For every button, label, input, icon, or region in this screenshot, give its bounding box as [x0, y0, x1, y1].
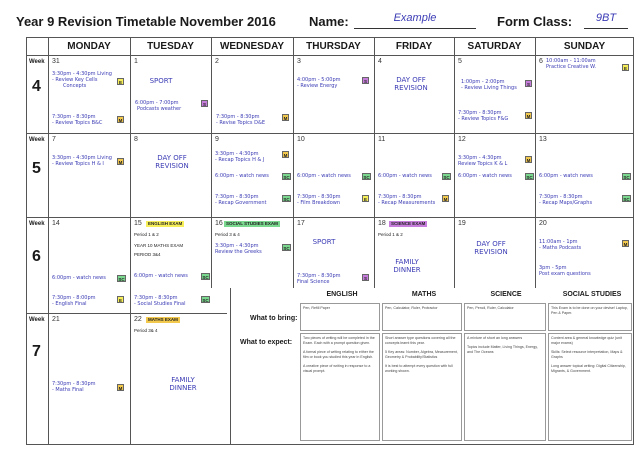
social-studies-tag: SC	[443, 175, 450, 180]
day-cell[interactable]	[375, 56, 454, 133]
date-number: 10	[297, 136, 305, 143]
science-tag: S	[202, 102, 206, 107]
revision-entry: - Recap Maps/Graphs	[539, 200, 593, 206]
maths-tag: M	[623, 242, 628, 247]
day-cell[interactable]	[536, 134, 634, 217]
period-text: Period 3& 4	[134, 328, 158, 333]
revision-entry: Final Science	[297, 279, 330, 285]
date-number: 13	[539, 136, 547, 143]
news-entry: 6:00pm - watch news	[134, 273, 188, 279]
social-studies-tag: SC	[283, 175, 290, 180]
form-class-field[interactable]: 9BT	[584, 12, 628, 29]
day-header-thursday: THURSDAY	[306, 41, 361, 52]
revision-entry: 7:30pm - 8:00pm	[52, 295, 96, 301]
name-label: Name:	[309, 14, 349, 29]
revision-entry: - Recap Measurements	[378, 200, 436, 206]
day-header-friday: FRIDAY	[395, 41, 433, 52]
day-cell[interactable]	[49, 314, 130, 444]
revision-entry: - Review Topics H & I	[52, 161, 104, 167]
news-entry: 6:00pm - watch news	[297, 173, 351, 179]
period-text: Period 1 & 2	[134, 232, 159, 237]
week-number: 4	[32, 78, 41, 95]
day-cell[interactable]	[375, 134, 454, 217]
day-cell[interactable]	[212, 56, 293, 133]
activity-entry: DAY OFF REVISION	[155, 154, 189, 171]
social-studies-tag: SC	[202, 275, 209, 280]
maths-tag: M	[118, 386, 123, 391]
revision-entry: - Revise Topics D&E	[216, 120, 266, 126]
bring-english: Pen, Refill Paper	[300, 303, 380, 331]
revision-entry: 7:30pm - 8:30pm	[52, 381, 96, 387]
revision-entry: - Film Breakdown	[297, 200, 341, 206]
day-header-sunday: SUNDAY	[563, 41, 606, 52]
form-class-label: Form Class:	[497, 14, 573, 29]
bring-label: What to bring:	[250, 315, 298, 322]
day-cell[interactable]	[294, 56, 374, 133]
social-studies-tag: SC	[363, 175, 370, 180]
date-number: 11	[378, 136, 386, 143]
date-number: 1	[134, 58, 138, 65]
week-number: 7	[32, 343, 41, 360]
day-cell[interactable]	[536, 218, 634, 288]
revision-entry: Review the Greeks	[215, 249, 262, 255]
revision-entry: 3:30pm - 4:30pm	[458, 155, 502, 161]
activity-entry: FAMILY DINNER	[393, 258, 421, 275]
social-studies-tag: SC	[526, 175, 533, 180]
day-cell[interactable]	[49, 218, 130, 313]
english-tag: E	[118, 298, 122, 303]
revision-entry: Post exam questions	[539, 271, 591, 277]
revision-entry: 1:00pm - 2:00pm	[461, 79, 505, 85]
date-number: 21	[52, 316, 60, 323]
revision-entry: - Review Living Things	[461, 85, 517, 91]
exam-sticker-science: SCIENCE EXAM	[391, 221, 426, 226]
day-cell[interactable]	[212, 218, 293, 288]
activity-entry: DAY OFF REVISION	[394, 76, 428, 93]
revision-entry: - Recap Topics H & J	[215, 157, 265, 163]
day-cell[interactable]	[131, 134, 211, 217]
activity-entry: SPORT	[149, 77, 173, 85]
news-entry: 6:00pm - watch news	[458, 173, 512, 179]
week-label: Week	[29, 137, 45, 143]
revision-entry: - Review Key Cells	[52, 77, 98, 83]
revision-entry: 7:30pm - 8:30pm	[52, 114, 96, 120]
date-number: 22	[134, 316, 142, 323]
social-studies-tag: SC	[202, 298, 209, 303]
news-entry: 6:00pm - watch news	[215, 173, 269, 179]
revision-entry: Review Topics K & L	[458, 161, 508, 167]
bring-science: Pen, Pencil, Ruler, Calculator	[464, 303, 546, 331]
activity-entry: DAY OFF REVISION	[474, 240, 508, 257]
revision-entry: 3pm - 5pm	[539, 265, 567, 271]
revision-entry: - Review Energy	[297, 83, 338, 89]
day-cell[interactable]	[212, 134, 293, 217]
expect-social-studies: Content area & general knowledge quiz (unit major exams) Skills: Select resource interpretation, Maps & Graphs Long answer topical writing: Digital Citizenship, Migrants, & Government.	[548, 333, 632, 441]
revision-entry: 7:30pm - 8:30pm	[539, 194, 583, 200]
revision-entry: 7:30pm - 8:30pm	[134, 295, 178, 301]
date-number: 8	[134, 136, 138, 143]
day-cell[interactable]	[131, 314, 230, 444]
social-studies-tag: SC	[118, 277, 125, 282]
subject-header-science: SCIENCE	[490, 291, 522, 298]
date-number: 3	[297, 58, 301, 65]
science-tag: S	[363, 276, 367, 281]
date-number: 19	[458, 220, 466, 227]
date-number: 31	[52, 58, 60, 65]
exam-sticker-social-studies: SOCIAL STUDIES EXAM	[226, 221, 278, 226]
news-entry: 6:00pm - watch news	[378, 173, 432, 179]
news-entry: 6:00pm - watch news	[539, 173, 593, 179]
social-studies-tag: SC	[623, 197, 630, 202]
expect-maths: Short answer type questions covering all the concepts learnt this year. 5 Key areas: Number, Algebra, Measurement, Geometry & Probability/Statistics It is best to attempt every question with full working shown.	[382, 333, 462, 441]
exam-sticker-maths: MATHS EXAM	[148, 317, 178, 322]
revision-entry: 3:30pm - 4:30pm Living	[52, 71, 112, 77]
period-text: Period 1 & 2	[378, 232, 403, 237]
revision-entry: - Review Topics B&C	[52, 120, 103, 126]
revision-entry: - Review Topics F&G	[458, 116, 509, 122]
day-cell[interactable]	[536, 56, 634, 133]
week-number: 5	[32, 160, 41, 177]
day-cell[interactable]	[131, 56, 211, 133]
revision-entry: - Maths Podcasts	[539, 245, 582, 251]
revision-entry: 3:30pm - 4:30pm Living	[52, 155, 112, 161]
exam-sticker-english: ENGLISH EXAM	[148, 221, 183, 226]
week-number: 6	[32, 248, 41, 265]
date-number: 2	[215, 58, 219, 65]
date-number: 20	[539, 220, 547, 227]
social-studies-tag: SC	[623, 175, 630, 180]
subject-header-english: ENGLISH	[326, 291, 358, 298]
revision-entry: - Maths Final	[52, 387, 84, 393]
revision-entry: 6:00pm - 7:00pm	[135, 100, 179, 106]
period-text: PERIOD 3&4	[134, 252, 161, 257]
maths-tag: M	[118, 160, 123, 165]
revision-entry: - Recap Government	[215, 200, 267, 206]
revision-entry: Podcasts weather	[137, 106, 182, 112]
day-cell[interactable]	[294, 218, 374, 288]
date-number: 15	[134, 220, 142, 227]
maths-tag: M	[526, 158, 531, 163]
day-header-saturday: SATURDAY	[467, 41, 522, 52]
date-number: 4	[378, 58, 382, 65]
bring-social-studies: This Exam is to be done on your devise! Laptop, Pen & Paper.	[548, 303, 632, 331]
news-entry: 6:00pm - watch news	[52, 275, 106, 281]
day-cell[interactable]	[294, 134, 374, 217]
week-label: Week	[29, 221, 45, 227]
day-cell[interactable]	[455, 56, 535, 133]
activity-entry: FAMILY DINNER	[169, 376, 197, 393]
english-tag: E	[363, 197, 367, 202]
revision-entry: 3:30pm - 4:30pm	[215, 243, 259, 249]
maths-tag: M	[443, 197, 448, 202]
week-label: Week	[29, 59, 45, 65]
expect-english: Two pieces of writing will be completed in the Exam. Each with a prompt question given. A formal piece of writing relating to either the film or book you studied this year in English. A creative piece of writing in response to a visual prompt.	[300, 333, 380, 441]
day-cell[interactable]	[131, 218, 211, 313]
revision-entry: 7:30pm - 8:30pm	[297, 194, 341, 200]
english-tag: E	[623, 66, 627, 71]
day-header-wednesday: WEDNESDAY	[219, 41, 285, 52]
revision-entry: 3:30pm - 4:30pm	[215, 151, 259, 157]
date-number: 6	[539, 58, 543, 65]
date-number: 12	[458, 136, 466, 143]
english-tag: E	[118, 80, 122, 85]
maths-tag: M	[283, 153, 288, 158]
day-cell[interactable]	[455, 218, 535, 288]
timetable-header	[16, 10, 628, 36]
maths-tag: M	[283, 116, 288, 121]
date-number: 17	[297, 220, 305, 227]
date-number: 18	[378, 220, 386, 227]
revision-entry: 7:30pm - 8:30pm	[297, 273, 341, 279]
date-number: 16	[215, 220, 223, 227]
activity-entry: SPORT	[312, 238, 336, 246]
revision-entry: - English Final	[52, 301, 87, 307]
day-header-monday: MONDAY	[67, 41, 111, 52]
maths-tag: M	[118, 118, 123, 123]
day-cell[interactable]	[455, 134, 535, 217]
subject-header-social-studies: SOCIAL STUDIES	[562, 291, 622, 298]
day-cell[interactable]	[375, 218, 454, 288]
expect-science: A mixture of short an long answers Topics include Matter, Living Things, Energy, and The Oceans	[464, 333, 546, 441]
week-label: Week	[29, 317, 45, 323]
exam-text: YEAR 10 MATHS EXAM	[134, 243, 184, 248]
revision-entry: 11:00am - 1pm	[539, 239, 578, 245]
subject-header-maths: MATHS	[411, 291, 437, 298]
revision-entry: 7:30pm - 8:30pm	[378, 194, 422, 200]
revision-entry: 7:30pm - 8:30pm	[215, 194, 259, 200]
revision-entry: 4:00pm - 5:00pm	[297, 77, 341, 83]
revision-entry: 10:00am - 11:00am	[546, 58, 596, 64]
revision-entry: Practice Creative W.	[546, 64, 597, 70]
science-tag: S	[363, 79, 367, 84]
day-cell[interactable]	[49, 134, 130, 217]
period-text: Period 3 & 4	[215, 232, 240, 237]
date-number: 5	[458, 58, 462, 65]
maths-tag: M	[526, 114, 531, 119]
bring-maths: Pen, Calculator, Ruler, Protractor	[382, 303, 462, 331]
date-number: 7	[52, 136, 56, 143]
revision-entry: - Social Studies Final	[134, 301, 186, 307]
revision-entry: 7:30pm - 8:30pm	[458, 110, 502, 116]
name-field[interactable]: Example	[354, 12, 476, 29]
day-header-tuesday: TUESDAY	[147, 41, 194, 52]
social-studies-tag: SC	[283, 197, 290, 202]
exam-info-panel	[230, 287, 634, 445]
date-number: 9	[215, 136, 219, 143]
expect-label: What to expect:	[240, 339, 293, 346]
day-cell[interactable]	[49, 56, 130, 133]
social-studies-tag: SC	[283, 246, 290, 251]
date-number: 14	[52, 220, 60, 227]
page-title: Year 9 Revision Timetable November 2016	[16, 14, 276, 29]
revision-entry: 7:30pm - 8:30pm	[216, 114, 260, 120]
revision-entry: Concepts	[63, 83, 87, 89]
science-tag: S	[526, 82, 530, 87]
